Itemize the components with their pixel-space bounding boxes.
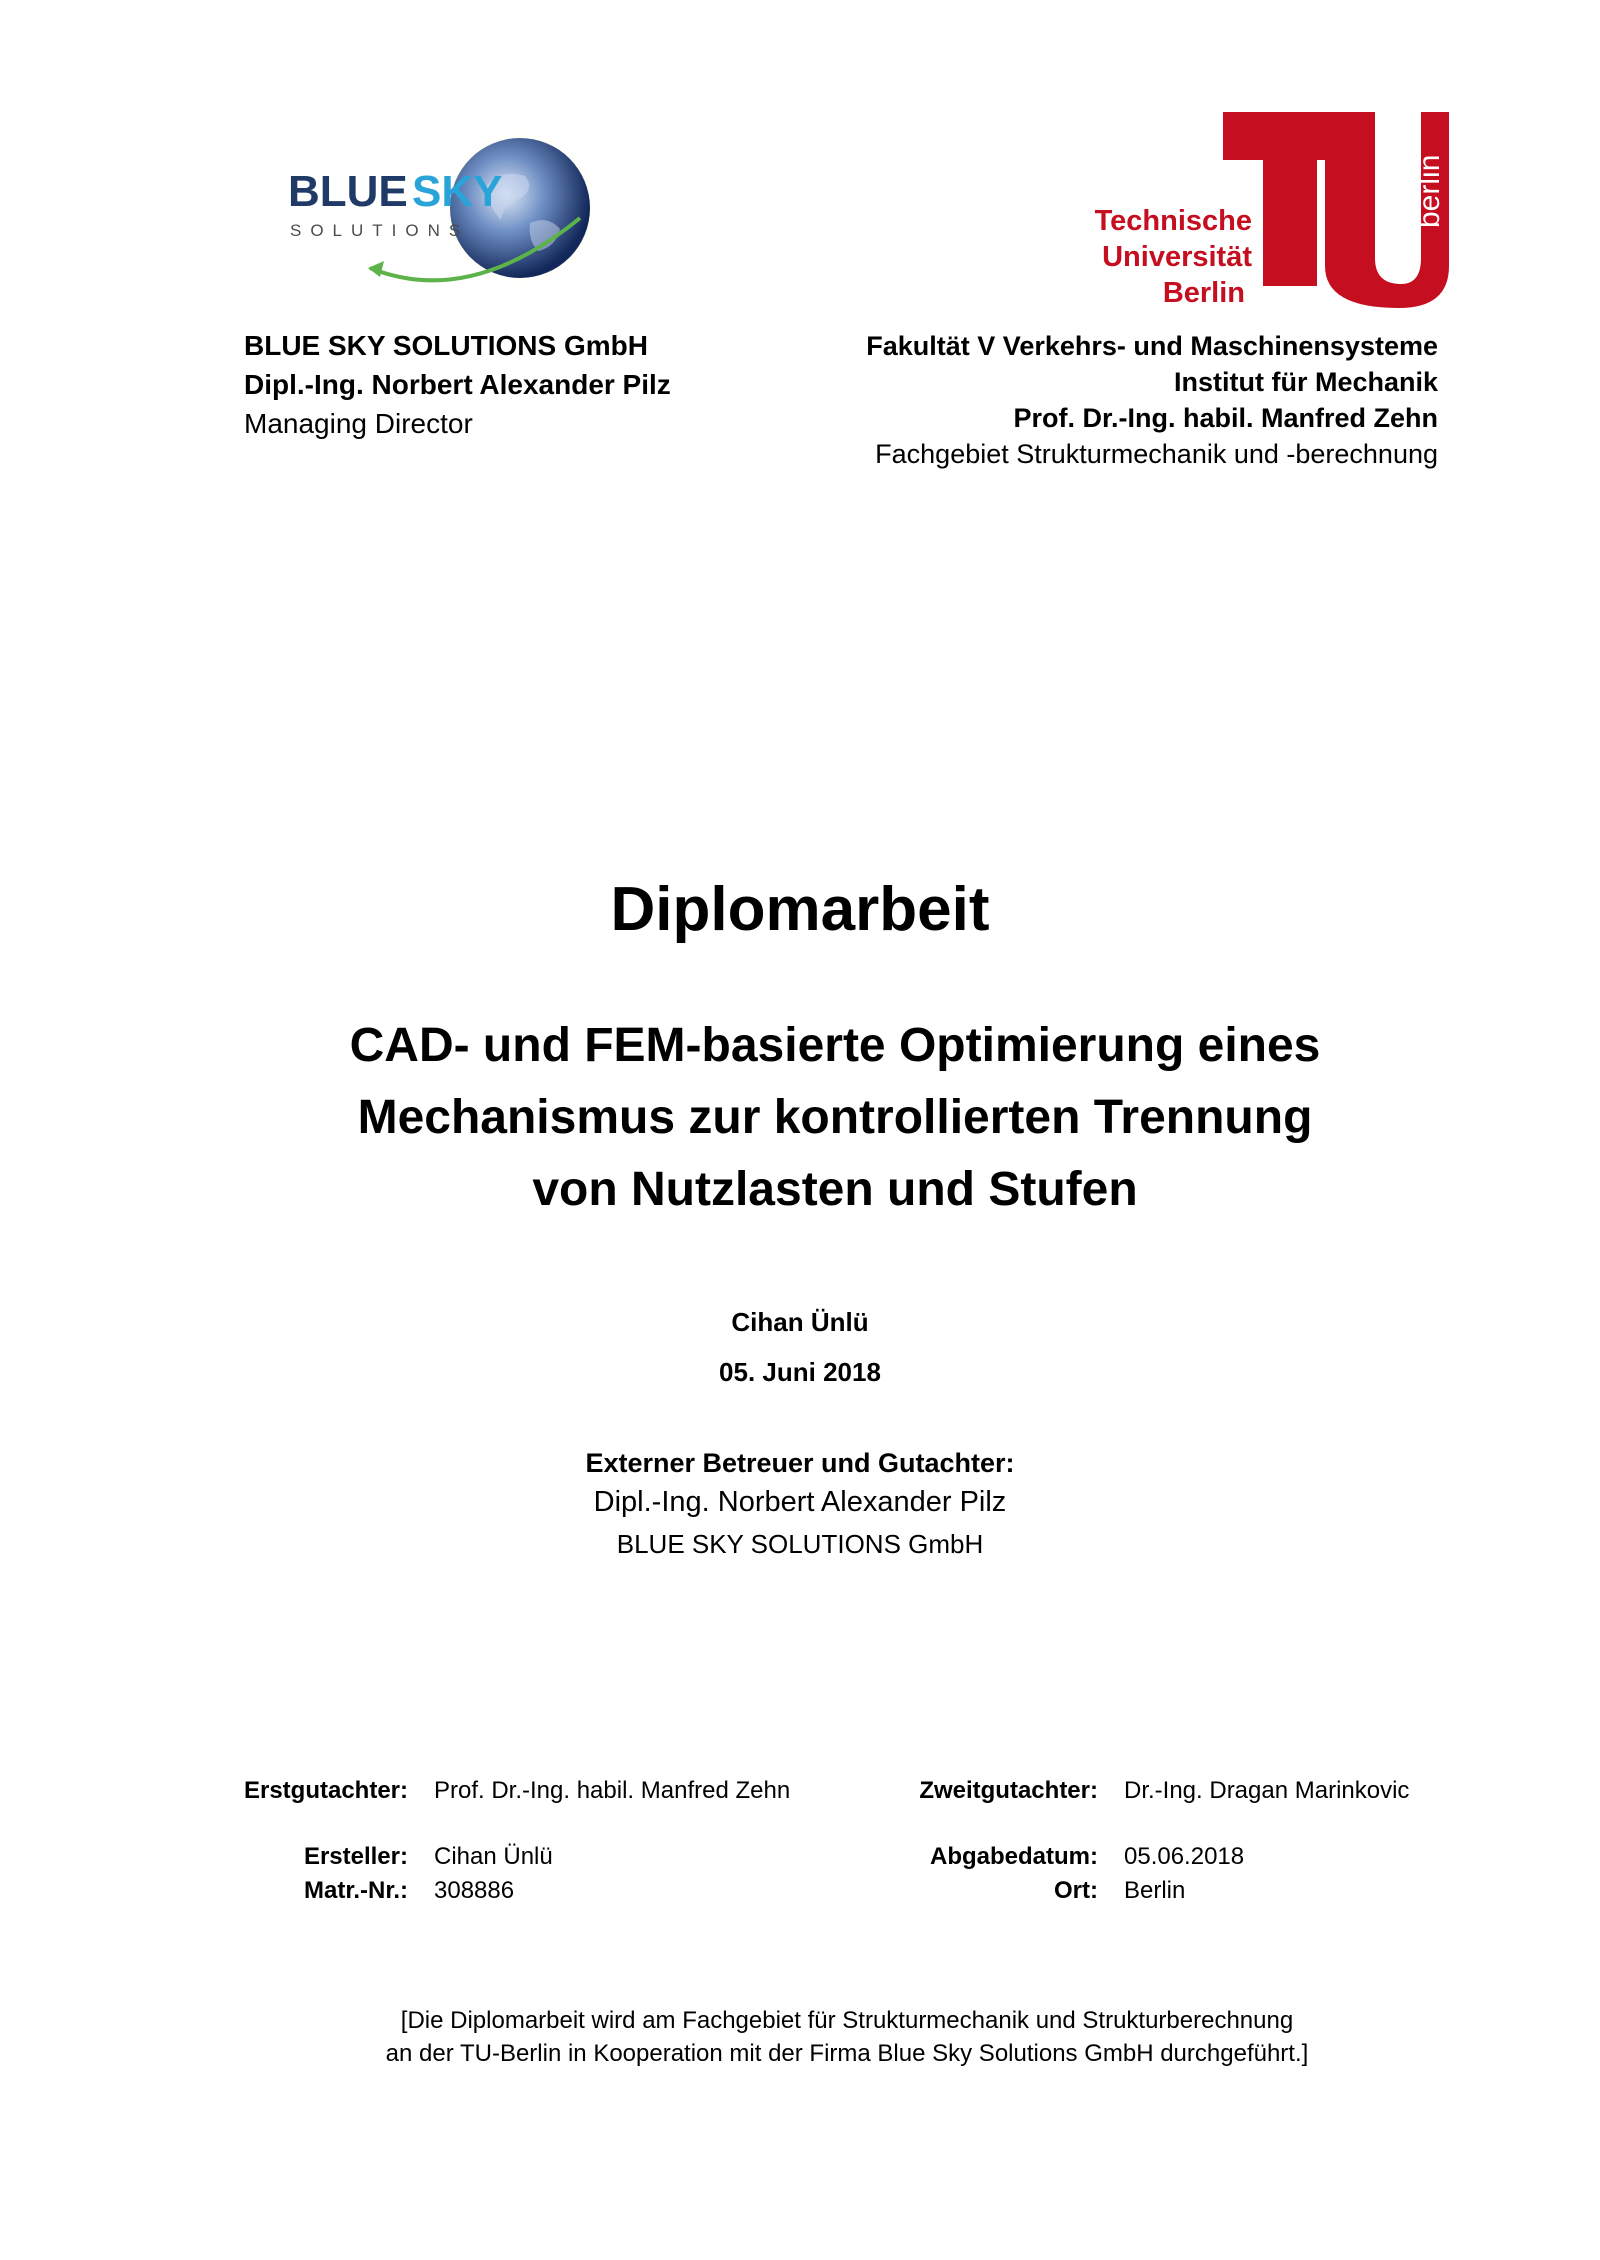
subtitle-line-3: von Nutzlasten und Stufen: [532, 1163, 1138, 1216]
erstgutachter-label: Erstgutachter:: [243, 1777, 408, 1804]
university-block: [866, 328, 1438, 472]
department-name: Fachgebiet Strukturmechanik und -berechnung: [875, 439, 1438, 469]
cooperation-note: [372, 2004, 1322, 2070]
ort-label: Ort:: [1054, 1877, 1098, 1904]
external-supervisor-label: Externer Betreuer und Gutachter:: [585, 1448, 1015, 1478]
thesis-subtitle: [295, 1010, 1375, 1226]
note-line-1: [Die Diplomarbeit wird am Fachgebiet für Strukturmechanik und Strukturberechnung: [400, 2007, 1294, 2034]
external-supervisor-name: Dipl.-Ing. Norbert Alexander Pilz: [593, 1486, 1007, 1518]
faculty-name: Fakultät V Verkehrs- und Maschinensysteme: [866, 331, 1438, 361]
matrikel-label: Matr.-Nr.:: [303, 1877, 408, 1904]
tu-line-2: Universität: [1102, 241, 1252, 273]
document-title: Diplomarbeit: [610, 875, 990, 944]
tu-line-1: Technische: [1094, 205, 1252, 237]
tu-line-3: Berlin: [1162, 277, 1245, 309]
contact-person: Dipl.-Ing. Norbert Alexander Pilz: [244, 369, 671, 400]
abgabedatum-value: 05.06.2018: [1124, 1843, 1245, 1870]
ersteller-label: Ersteller:: [303, 1843, 408, 1870]
ort-value: Berlin: [1124, 1877, 1186, 1904]
matrikel-value: 308886: [434, 1877, 515, 1904]
subtitle-line-2: Mechanismus zur kontrollierten Trennung: [357, 1091, 1313, 1144]
contact-role: Managing Director: [244, 408, 473, 439]
tu-vertical-text: berlin: [1413, 154, 1446, 228]
bluesky-solutions-logo: [280, 128, 630, 308]
erstgutachter-value: Prof. Dr.-Ing. habil. Manfred Zehn: [434, 1777, 791, 1804]
note-line-2: an der TU-Berlin in Kooperation mit der Firma Blue Sky Solutions GmbH durchgeführt.]: [385, 2040, 1309, 2067]
submission-date: 05. Juni 2018: [719, 1357, 881, 1387]
company-name: BLUE SKY SOLUTIONS GmbH: [244, 330, 648, 361]
subtitle-line-1: CAD- und FEM-basierte Optimierung eines: [349, 1019, 1321, 1072]
zweitgutachter-label: Zweitgutachter:: [919, 1777, 1098, 1804]
professor-name: Prof. Dr.-Ing. habil. Manfred Zehn: [1013, 403, 1438, 433]
ersteller-value: Cihan Ünlü: [434, 1843, 553, 1870]
bluesky-word-blue: BLUE: [288, 167, 408, 216]
bluesky-word-sky: SKY: [412, 167, 503, 216]
company-contact-block: [244, 326, 671, 443]
author-name: Cihan Ünlü: [731, 1307, 869, 1337]
external-supervisor-company: BLUE SKY SOLUTIONS GmbH: [616, 1529, 984, 1559]
zweitgutachter-value: Dr.-Ing. Dragan Marinkovic: [1124, 1777, 1410, 1804]
abgabedatum-label: Abgabedatum:: [930, 1843, 1098, 1870]
bluesky-sub: SOLUTIONS: [290, 221, 470, 240]
tu-berlin-logo: [1085, 108, 1460, 318]
institute-name: Institut für Mechanik: [1173, 367, 1438, 397]
